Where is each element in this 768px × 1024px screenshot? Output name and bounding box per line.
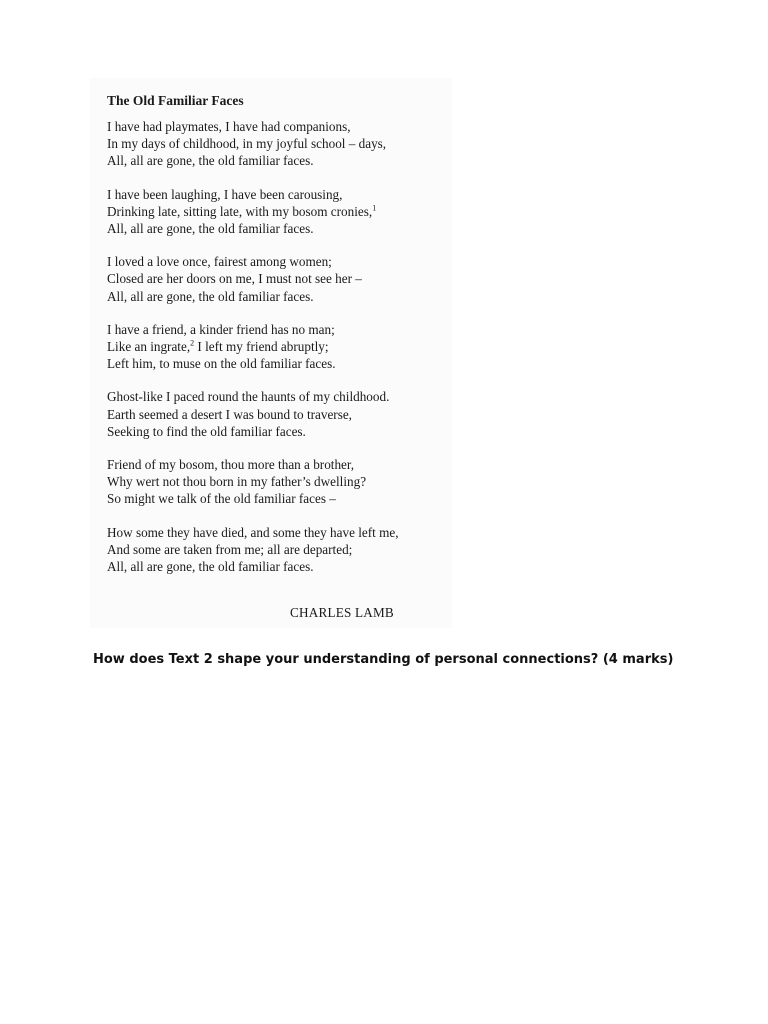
poem-line: And some are taken from me; all are departed; xyxy=(107,541,353,557)
poem-title: The Old Familiar Faces xyxy=(107,93,244,108)
poem-line: I loved a love once, fairest among women; xyxy=(107,254,332,270)
poem-line: I have a friend, a kinder friend has no man; xyxy=(107,321,335,337)
stanza-3 xyxy=(107,253,447,305)
stanza-1 xyxy=(107,118,447,170)
stanza-5 xyxy=(107,388,447,440)
poem-line-with-footnote xyxy=(107,338,447,355)
poem-line-text: Like an ingrate, xyxy=(107,339,191,355)
stanza-4 xyxy=(107,321,447,373)
stanza-6 xyxy=(107,456,447,508)
poem-line: Left him, to muse on the old familiar faces. xyxy=(107,356,336,372)
poem-line: I have been laughing, I have been carousing, xyxy=(107,186,343,202)
poem-line: In my days of childhood, in my joyful school – days, xyxy=(107,136,387,152)
poem-line: Ghost-like I paced round the haunts of my childhood. xyxy=(107,389,390,405)
stanza-2 xyxy=(107,186,447,238)
poem-line: Earth seemed a desert I was bound to traverse, xyxy=(107,406,352,422)
poem-line: All, all are gone, the old familiar faces. xyxy=(107,559,314,575)
question-text: How does Text 2 shape your understanding of personal connections? (4 marks) xyxy=(93,652,674,667)
poem-line: How some they have died, and some they have left me, xyxy=(107,524,399,540)
poem-line: Friend of my bosom, thou more than a brother, xyxy=(107,457,355,473)
poem-line: So might we talk of the old familiar faces – xyxy=(107,491,336,507)
stanza-7 xyxy=(107,524,447,576)
poem-line-with-footnote xyxy=(107,203,447,220)
poem-author: CHARLES LAMB xyxy=(290,605,394,620)
poem-line: Closed are her doors on me, I must not see her – xyxy=(107,271,362,287)
footnote-mark-2: 2 xyxy=(190,338,195,348)
poem-line-text-rest: I left my friend abruptly; xyxy=(194,339,329,355)
poem-line: Why wert not thou born in my father’s dwelling? xyxy=(107,474,367,490)
poem-line: I have had playmates, I have had companions, xyxy=(107,119,351,134)
poem xyxy=(107,92,447,591)
poem-line-text: Drinking late, sitting late, with my bosom cronies, xyxy=(107,203,373,219)
poem-line: All, all are gone, the old familiar faces. xyxy=(107,288,314,304)
poem-line: Seeking to find the old familiar faces. xyxy=(107,423,306,439)
poem-line: All, all are gone, the old familiar faces. xyxy=(107,221,314,237)
poem-line: All, all are gone, the old familiar faces. xyxy=(107,153,314,169)
footnote-mark-1: 1 xyxy=(372,203,377,213)
